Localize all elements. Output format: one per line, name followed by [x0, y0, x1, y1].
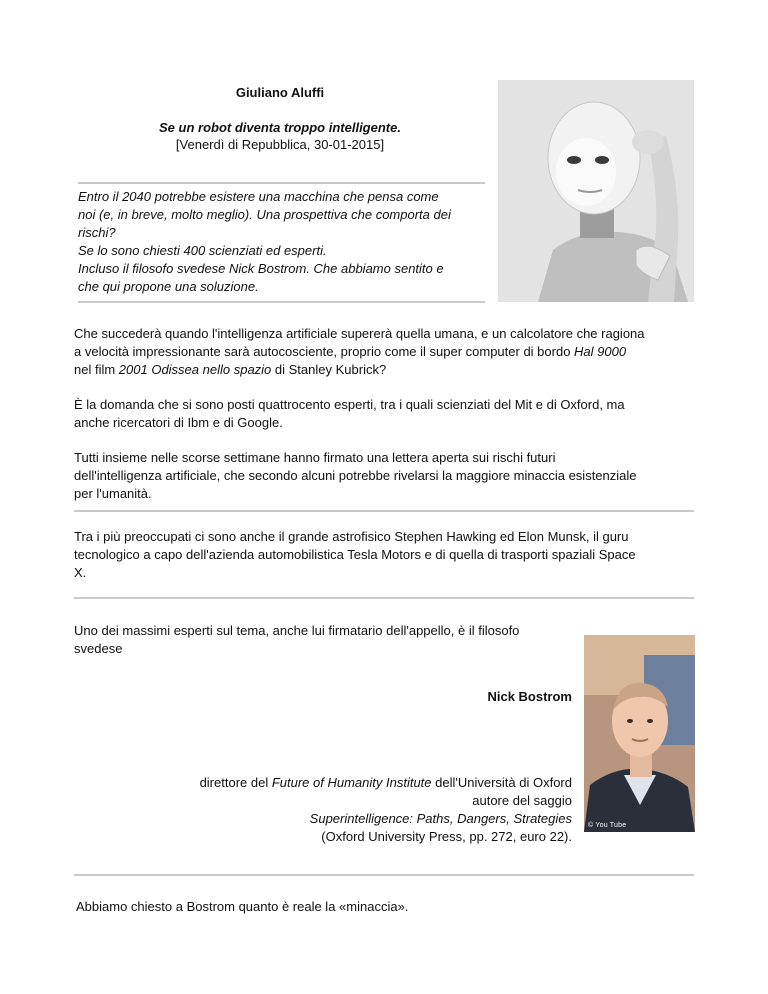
article-source: [Venerdì di Repubblica, 30-01-2015] [175, 137, 385, 152]
divider [78, 301, 485, 303]
paragraph-line: Che succederà quando l'intelligenza artificiale supererà quella umana, e un calcolatore che ragiona [74, 326, 645, 341]
paragraph-line [74, 343, 699, 361]
bio-line: autore del saggio [472, 793, 572, 808]
book-title: Superintelligence: Paths, Dangers, Strategies [309, 811, 572, 826]
paragraph-line: Tutti insieme nelle scorse settimane hanno firmato una lettera aperta sui rischi futuri [74, 450, 556, 465]
paragraph-line: tecnologico a capo dell'azienda automobilistica Tesla Motors e di quella di trasporti spaziali Space [74, 547, 636, 562]
robot-illustration [498, 80, 694, 302]
paragraph-line: anche ricercatori di Ibm e di Google. [74, 415, 283, 430]
bostrom-photo [584, 635, 695, 832]
institute-name: Future of Humanity Institute [271, 775, 432, 790]
bostrom-bio [140, 774, 572, 846]
article-title: Se un robot diventa troppo intelligente. [159, 120, 401, 135]
intro-line: rischi? [78, 225, 116, 240]
bio-text: direttore del [199, 775, 272, 790]
paragraph-line: Tra i più preoccupati ci sono anche il grande astrofisico Stephen Hawking ed Elon Munsk, il guru [74, 529, 629, 544]
bostrom-name: Nick Bostrom [487, 689, 572, 704]
paragraph-text: a velocità impressionante sarà autocosciente, proprio come il super computer di bordo [74, 344, 575, 359]
intro-line: Entro il 2040 potrebbe esistere una macchina che pensa come [78, 189, 439, 204]
paragraph-1 [74, 325, 699, 379]
paragraph-2 [74, 396, 699, 432]
paragraph-line: per l'umanità. [74, 486, 152, 501]
intro-block [78, 188, 488, 296]
closing-line: Abbiamo chiesto a Bostrom quanto è reale la «minaccia». [76, 899, 409, 914]
paragraph-text: di Stanley Kubrick? [271, 362, 387, 377]
intro-line: che qui propone una soluzione. [78, 279, 259, 294]
paragraph-line: Uno dei massimi esperti sul tema, anche lui firmatario dell'appello, è il filosofo [74, 623, 520, 638]
paragraph-line: dell'intelligenza artificiale, che secondo alcuni potrebbe rivelarsi la maggiore minaccia esistenziale [74, 468, 637, 483]
paragraph-line: svedese [74, 641, 123, 656]
intro-line: noi (e, in breve, molto meglio). Una prospettiva che comporta dei [78, 207, 451, 222]
intro-line: Incluso il filosofo svedese Nick Bostrom. Che abbiamo sentito e [78, 261, 444, 276]
divider [78, 182, 485, 184]
author-name: Giuliano Aluffi [235, 85, 325, 100]
film-title: 2001 Odissea nello spazio [118, 362, 272, 377]
paragraph-text: nel film [74, 362, 119, 377]
bio-line [140, 774, 572, 792]
divider [74, 597, 694, 599]
bio-text: dell'Università di Oxford [431, 775, 572, 790]
portrait-illustration [584, 635, 695, 832]
bio-line: (Oxford University Press, pp. 272, euro 22). [321, 829, 572, 844]
paragraph-5 [74, 622, 574, 658]
paragraph-4 [74, 528, 699, 582]
intro-line: Se lo sono chiesti 400 scienziati ed esperti. [78, 243, 327, 258]
paragraph-line [74, 361, 699, 379]
robot-image [498, 80, 694, 302]
paragraph-line: È la domanda che si sono posti quattrocento esperti, tra i quali scienziati del Mit e di Oxford, ma [74, 397, 625, 412]
paragraph-3 [74, 449, 699, 503]
paragraph-line: X. [74, 565, 87, 580]
divider [74, 874, 694, 876]
divider [74, 510, 694, 512]
youtube-watermark: © You Tube [588, 822, 627, 829]
hal-9000-ref: Hal 9000 [574, 344, 627, 359]
